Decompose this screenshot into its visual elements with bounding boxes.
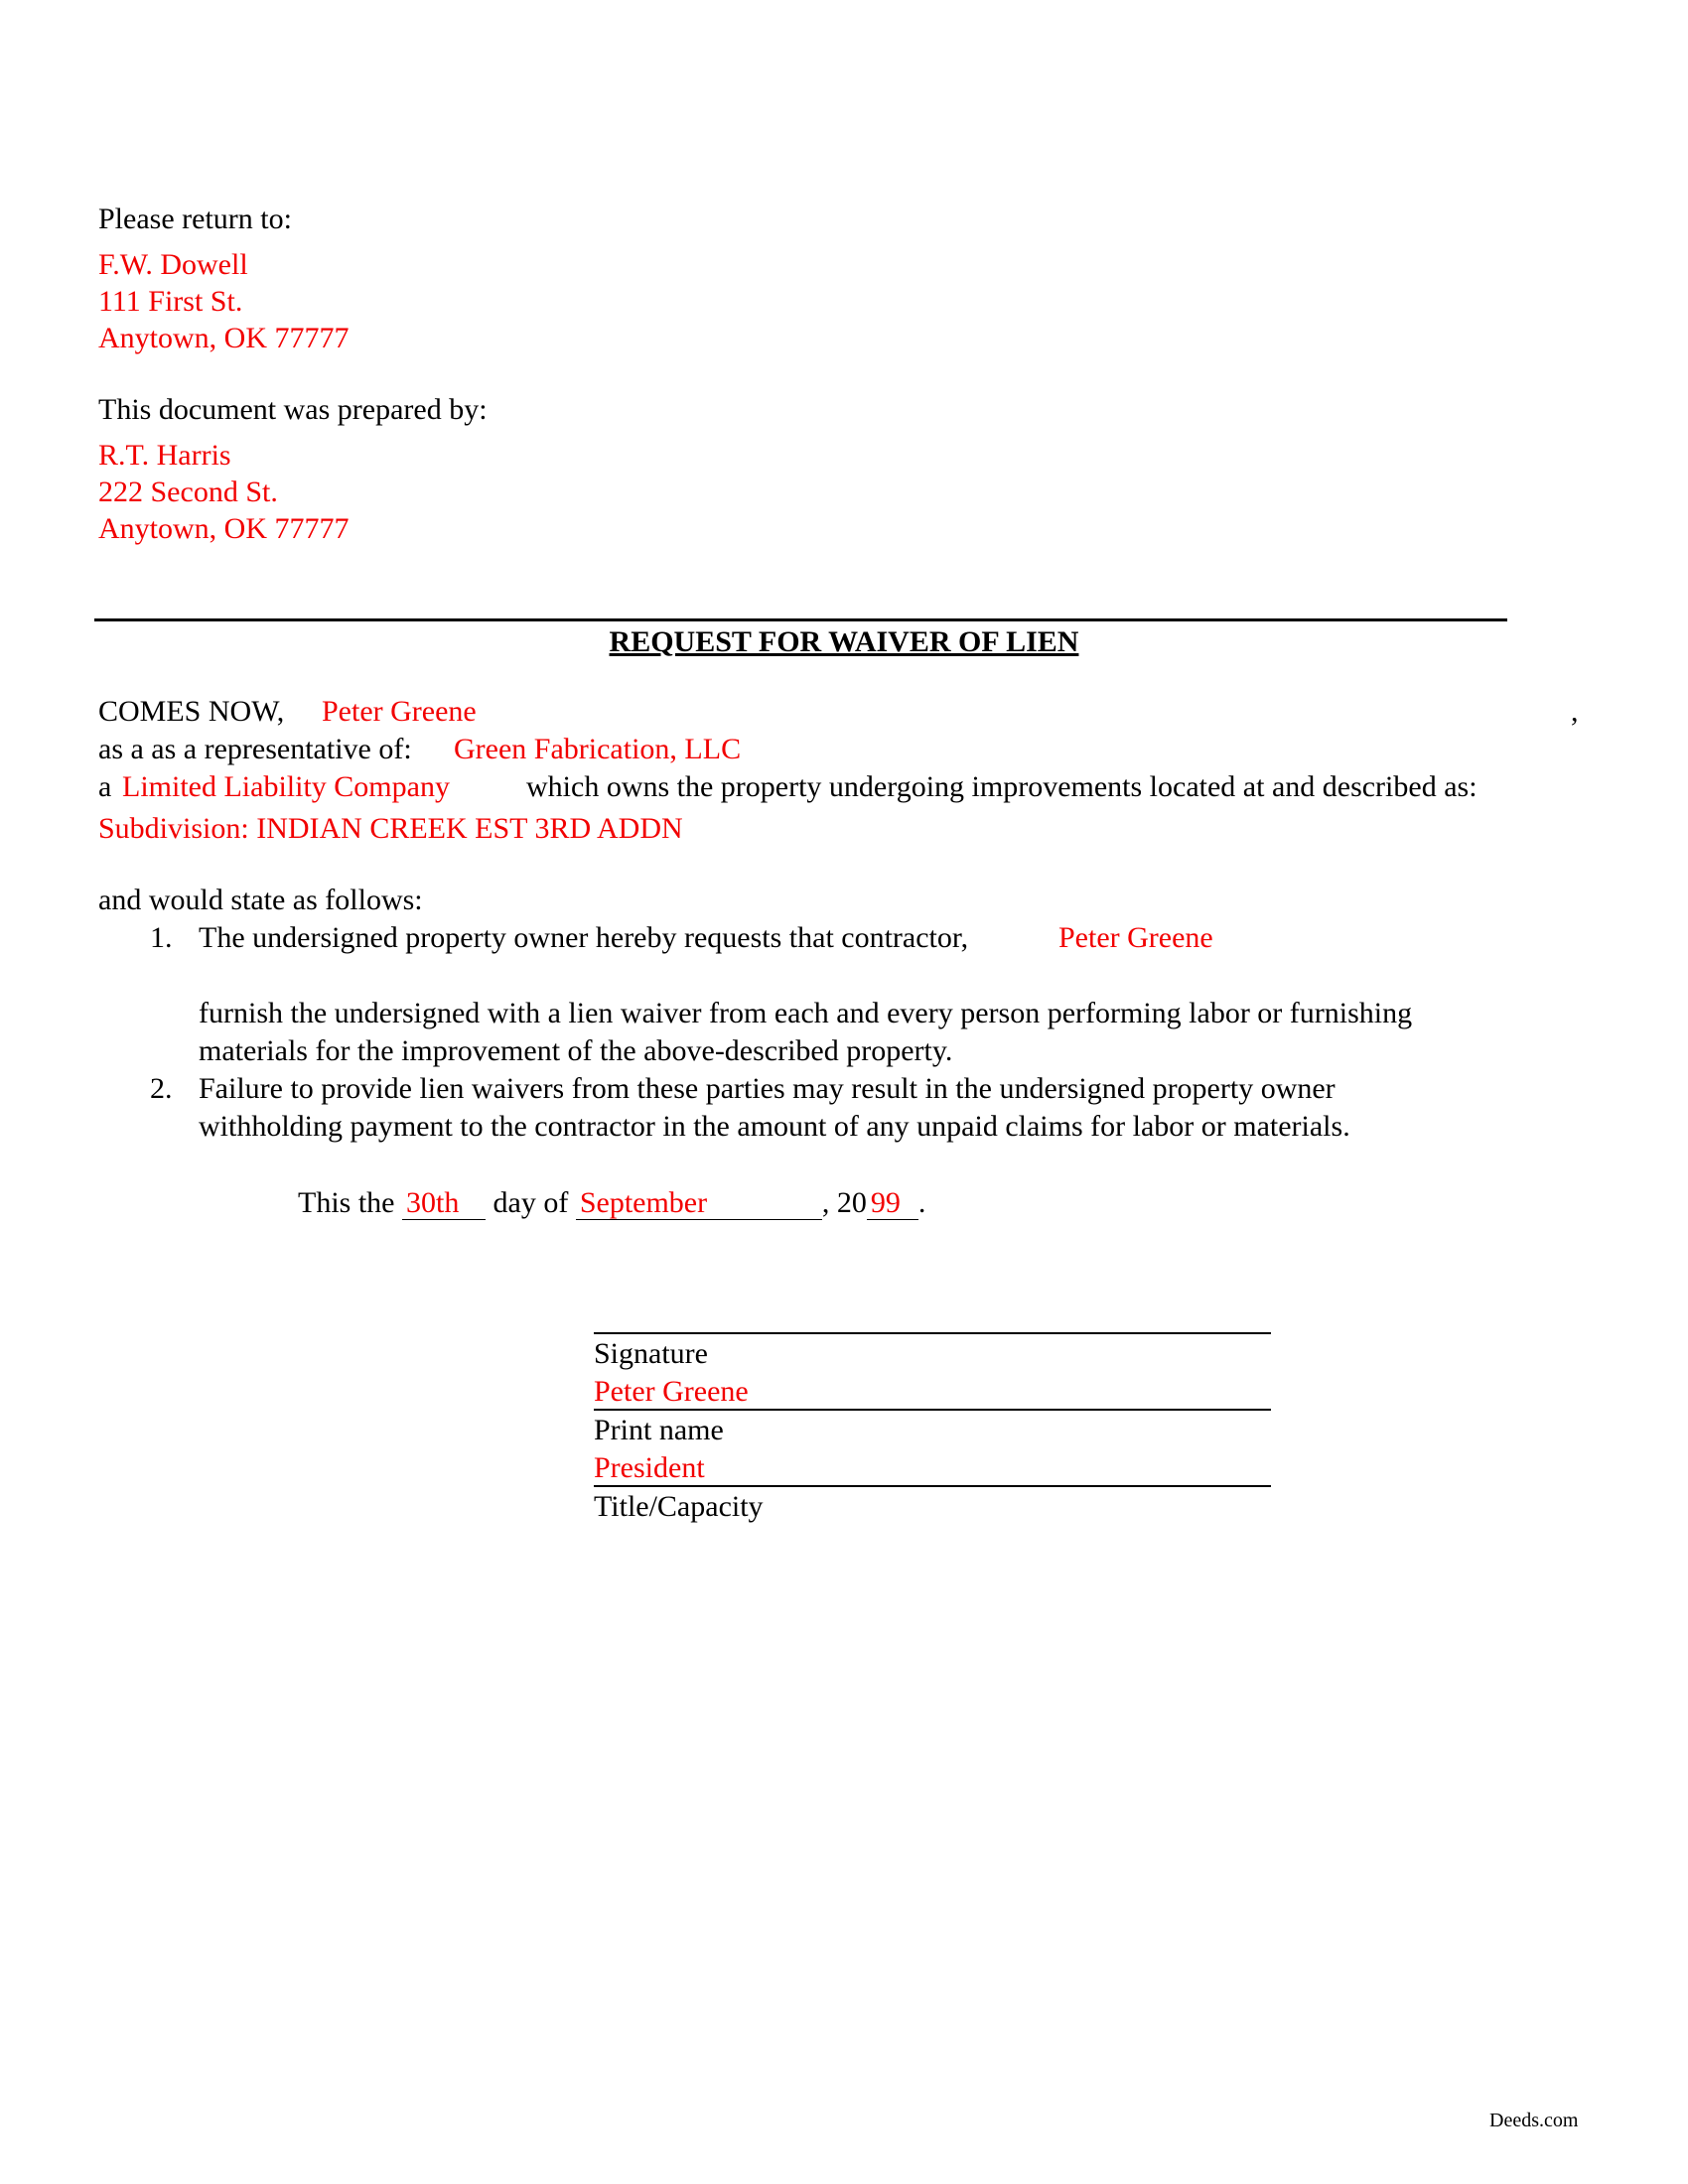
party-name: Peter Greene bbox=[322, 695, 477, 728]
item-1-contractor: Peter Greene bbox=[1058, 921, 1213, 954]
title-value: President bbox=[594, 1451, 705, 1484]
signature-line[interactable] bbox=[594, 1332, 1271, 1334]
return-to-street: 111 First St. bbox=[98, 285, 243, 318]
title-line[interactable] bbox=[594, 1485, 1271, 1487]
item-2-line-1: Failure to provide lien waivers from these parties may result in the undersigned property owner bbox=[199, 1072, 1336, 1105]
item-1-number: 1. bbox=[150, 921, 173, 954]
return-to-label: Please return to: bbox=[98, 203, 292, 235]
item-2-number: 2. bbox=[150, 1072, 173, 1105]
header-divider bbox=[94, 618, 1507, 621]
date-day-field[interactable]: 30th bbox=[402, 1188, 486, 1220]
prepared-by-city: Anytown, OK 77777 bbox=[98, 512, 350, 545]
property-description: Subdivision: INDIAN CREEK EST 3RD ADDN bbox=[98, 812, 683, 845]
return-to-name: F.W. Dowell bbox=[98, 248, 248, 281]
title-capacity-label: Title/Capacity bbox=[594, 1490, 764, 1523]
prepared-by-name: R.T. Harris bbox=[98, 439, 231, 472]
signature-label: Signature bbox=[594, 1337, 708, 1370]
company-name: Green Fabrication, LLC bbox=[454, 733, 742, 765]
prepared-by-label: This document was prepared by: bbox=[98, 393, 488, 426]
print-name-line[interactable] bbox=[594, 1409, 1271, 1411]
day-of-text: day of bbox=[492, 1186, 569, 1219]
footer-brand: Deeds.com bbox=[1489, 2110, 1579, 2131]
print-name-label: Print name bbox=[594, 1414, 724, 1446]
comes-now-comma: , bbox=[1571, 695, 1579, 728]
date-year-field[interactable]: 99 bbox=[867, 1188, 918, 1220]
item-1-line-3: materials for the improvement of the above-described property. bbox=[199, 1034, 953, 1067]
representative-text: as a as a representative of: bbox=[98, 733, 412, 765]
this-the-text: This the bbox=[298, 1186, 395, 1219]
item-1-lead: The undersigned property owner hereby requests that contractor, bbox=[199, 921, 969, 954]
year-prefix-text: , 20 bbox=[821, 1186, 867, 1219]
entity-type: Limited Liability Company bbox=[122, 770, 450, 803]
item-1-line-2: furnish the undersigned with a lien waiver from each and every person performing labor or furnishing bbox=[199, 997, 1413, 1029]
which-owns-text: which owns the property undergoing improvements located at and described as: bbox=[526, 770, 1477, 803]
item-2-line-2: withholding payment to the contractor in the amount of any unpaid claims for labor or materials. bbox=[199, 1110, 1350, 1143]
date-line bbox=[298, 1188, 925, 1220]
date-month-field[interactable]: September bbox=[576, 1188, 822, 1220]
comes-now-text: COMES NOW, bbox=[98, 695, 285, 728]
prepared-by-street: 222 Second St. bbox=[98, 476, 278, 508]
print-name-value: Peter Greene bbox=[594, 1375, 749, 1408]
document-title: REQUEST FOR WAIVER OF LIEN bbox=[609, 625, 1079, 658]
entity-article: a bbox=[98, 770, 112, 803]
date-period: . bbox=[917, 1186, 926, 1219]
return-to-city: Anytown, OK 77777 bbox=[98, 322, 350, 354]
state-as-follows: and would state as follows: bbox=[98, 884, 423, 916]
